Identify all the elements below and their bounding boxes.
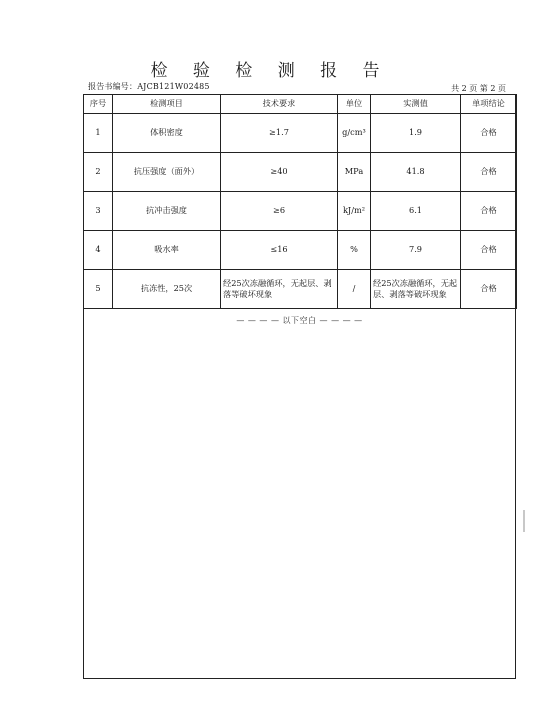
table-row bbox=[84, 153, 517, 192]
column-header-value: 实测值 bbox=[371, 95, 461, 114]
column-header-requirement: 技术要求 bbox=[221, 95, 338, 114]
cell-no: 3 bbox=[84, 192, 113, 231]
cell-result: 合格 bbox=[461, 153, 517, 192]
inspection-table bbox=[83, 94, 517, 309]
cell-item: 抗冻性，25次 bbox=[113, 270, 221, 309]
table-header-row bbox=[84, 95, 517, 114]
column-header-unit: 单位 bbox=[338, 95, 371, 114]
cell-value: 6.1 bbox=[371, 192, 461, 231]
cell-unit: / bbox=[338, 270, 371, 309]
cell-requirement: 经25次冻融循环，无起层、剥落等破坏现象 bbox=[221, 270, 338, 309]
cell-no: 5 bbox=[84, 270, 113, 309]
cell-requirement: ≥40 bbox=[221, 153, 338, 192]
cell-no: 4 bbox=[84, 231, 113, 270]
cell-value: 41.8 bbox=[371, 153, 461, 192]
cell-unit: kJ/m² bbox=[338, 192, 371, 231]
cell-unit: % bbox=[338, 231, 371, 270]
column-header-result: 单项结论 bbox=[461, 95, 517, 114]
cell-item: 抗压强度（面外） bbox=[113, 153, 221, 192]
cell-requirement: ≥6 bbox=[221, 192, 338, 231]
table-row bbox=[84, 270, 517, 309]
cell-result: 合格 bbox=[461, 270, 517, 309]
cell-value: 7.9 bbox=[371, 231, 461, 270]
cell-unit: MPa bbox=[338, 153, 371, 192]
cell-no: 1 bbox=[84, 114, 113, 153]
report-title: 检 验 检 测 报 告 bbox=[150, 61, 390, 81]
blank-below-note: — — — — 以下空白 — — — — bbox=[236, 316, 363, 325]
table-row bbox=[84, 114, 517, 153]
report-number: 报告书编号：AJCB121W02485 bbox=[88, 82, 210, 91]
cell-item: 吸水率 bbox=[113, 231, 221, 270]
cell-item: 抗冲击强度 bbox=[113, 192, 221, 231]
cell-value: 经25次冻融循环，无起层、剥落等破坏现象 bbox=[371, 270, 461, 309]
column-header-no: 序号 bbox=[84, 95, 113, 114]
cell-result: 合格 bbox=[461, 231, 517, 270]
cell-result: 合格 bbox=[461, 114, 517, 153]
cell-item: 体积密度 bbox=[113, 114, 221, 153]
cell-result: 合格 bbox=[461, 192, 517, 231]
cell-requirement: ≥1.7 bbox=[221, 114, 338, 153]
column-header-item: 检测项目 bbox=[113, 95, 221, 114]
scan-artifact bbox=[523, 510, 525, 532]
table-row bbox=[84, 192, 517, 231]
cell-requirement: ≤16 bbox=[221, 231, 338, 270]
cell-value: 1.9 bbox=[371, 114, 461, 153]
cell-no: 2 bbox=[84, 153, 113, 192]
table-row bbox=[84, 231, 517, 270]
page-indicator: 共 2 页 第 2 页 bbox=[451, 84, 506, 93]
cell-unit: g/cm³ bbox=[338, 114, 371, 153]
